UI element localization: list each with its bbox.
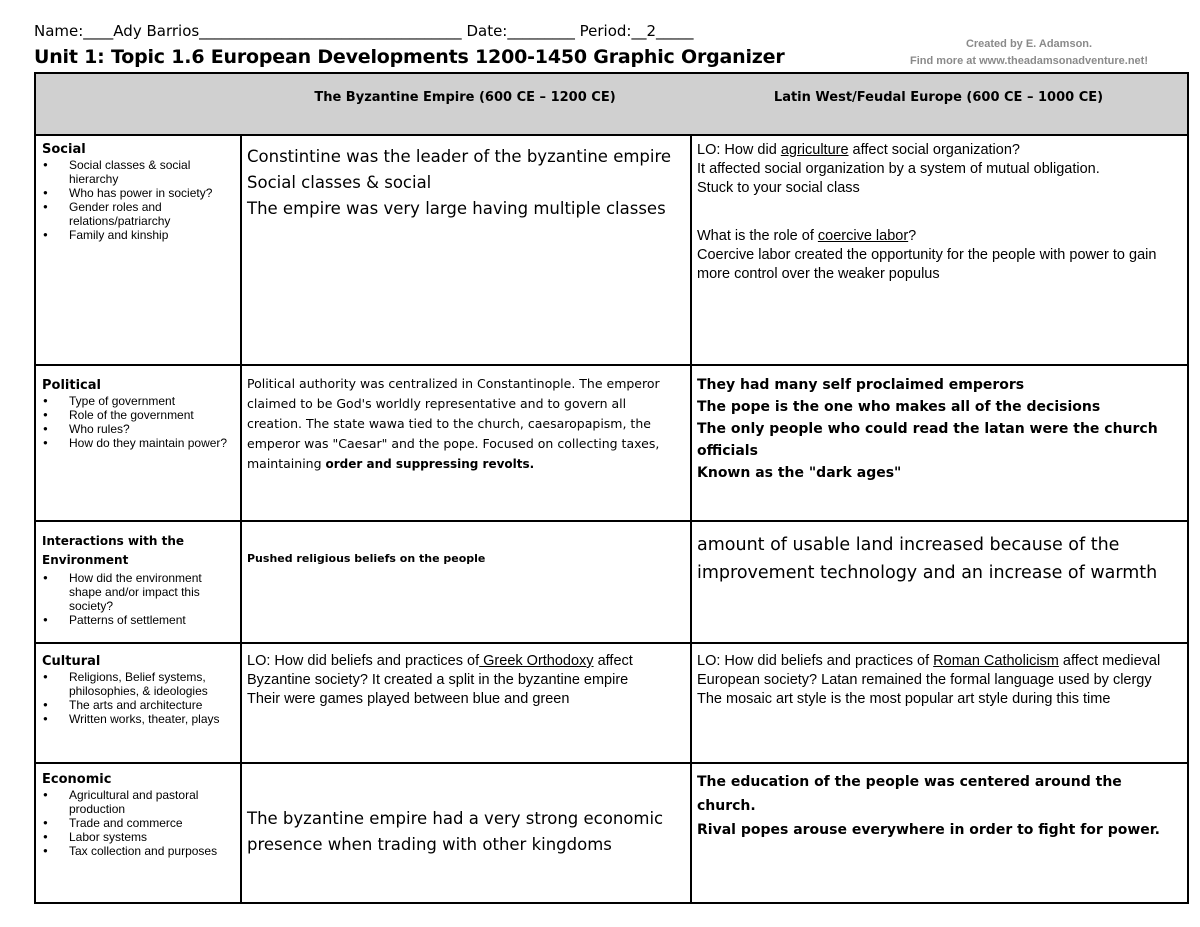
economic-latin-answer[interactable] bbox=[690, 762, 1189, 904]
row-header-political bbox=[34, 364, 242, 522]
answer-line: It affected social organization by a system of mutual obligation. bbox=[697, 161, 1100, 177]
agriculture-link[interactable]: agriculture bbox=[780, 142, 849, 158]
answer-line: Coercive labor created the opportunity for the people with power to gain more control over the weaker populus bbox=[697, 247, 1157, 282]
row-title-economic: Economic bbox=[42, 772, 112, 787]
learning-objective-roman-catholicism: LO: How did beliefs and practices of Roman Catholicism affect medieval European society? Latan remained the formal language used by clergy bbox=[697, 653, 1161, 688]
roman-catholicism-link[interactable]: Roman Catholicism bbox=[933, 653, 1059, 669]
learning-objective-agriculture: LO: How did agriculture affect social organization? bbox=[697, 142, 1020, 158]
answer-line: Rival popes arouse everywhere in order to fight for power. bbox=[697, 822, 1160, 838]
political-prompt-item: ● How do they maintain power? bbox=[42, 436, 234, 450]
row-title-political: Political bbox=[42, 378, 101, 393]
environment-latin-answer[interactable]: amount of usable land increased because of the improvement technology and an increase of warmth bbox=[690, 520, 1189, 644]
row-header-environment bbox=[34, 520, 242, 644]
cultural-prompt-item: ● Religions, Belief systems, philosophies, & ideologies bbox=[42, 670, 234, 698]
social-byzantine-answer[interactable] bbox=[240, 134, 692, 366]
credit-author: Created by E. Adamson. bbox=[965, 38, 1093, 50]
answer-line: Known as the "dark ages" bbox=[697, 465, 902, 481]
row-title-social: Social bbox=[42, 142, 86, 157]
economic-prompt-item: ● Labor systems bbox=[42, 830, 234, 844]
environment-prompt-item: ● Patterns of settlement bbox=[42, 613, 234, 627]
political-prompt-item: ● Role of the government bbox=[42, 408, 234, 422]
cultural-prompt-item: ● Written works, theater, plays bbox=[42, 712, 234, 726]
row-title-environment: Interactions with the Environment bbox=[42, 534, 185, 567]
economic-prompt-item: ● Tax collection and purposes bbox=[42, 844, 234, 858]
worksheet-title: Unit 1: Topic 1.6 European Developments 1200-1450 Graphic Organizer bbox=[34, 46, 785, 68]
answer-line: The empire was very large having multiple classes bbox=[247, 199, 666, 218]
answer-line: Stuck to your social class bbox=[697, 180, 860, 196]
row-title-cultural: Cultural bbox=[42, 654, 101, 669]
answer-line: The pope is the one who makes all of the decisions bbox=[697, 399, 1101, 415]
political-prompt-item: ● Who rules? bbox=[42, 422, 234, 436]
question-coercive-labor: What is the role of coercive labor? bbox=[697, 228, 917, 244]
political-prompt-item: ● Type of government bbox=[42, 394, 234, 408]
economic-prompt-item: ● Trade and commerce bbox=[42, 816, 234, 830]
social-prompt-item: ● Social classes & social hierarchy bbox=[42, 158, 234, 186]
cultural-byzantine-answer[interactable] bbox=[240, 642, 692, 764]
political-prompt-list bbox=[42, 394, 234, 450]
answer-line: The only people who could read the latan were the church officials bbox=[697, 421, 1158, 459]
political-latin-answer[interactable] bbox=[690, 364, 1189, 522]
row-header-social bbox=[34, 134, 242, 366]
answer-line: The education of the people was centered around the church. bbox=[697, 774, 1122, 814]
answer-line: Social classes & social bbox=[247, 173, 432, 192]
environment-prompt-list bbox=[42, 571, 234, 627]
column-header-latin-west: Latin West/Feudal Europe (600 CE – 1000 CE) bbox=[690, 72, 1189, 136]
coercive-labor-link[interactable]: coercive labor bbox=[817, 228, 909, 244]
social-prompt-item: ● Who has power in society? bbox=[42, 186, 234, 200]
economic-prompt-list bbox=[42, 788, 234, 858]
social-prompt-list bbox=[42, 158, 234, 242]
name-date-period-line: Name:____Ady Barrios___________________________________ Date:_________ Period:__2_____ bbox=[34, 22, 694, 40]
answer-line: The mosaic art style is the most popular art style during this time bbox=[697, 691, 1111, 707]
answer-line: Their were games played between blue and green bbox=[247, 691, 570, 707]
learning-objective-greek-orthodoxy: LO: How did beliefs and practices of Greek Orthodoxy affect Byzantine society? It created a split in the byzantine empire bbox=[247, 653, 633, 688]
economic-prompt-item: ● Agricultural and pastoral production bbox=[42, 788, 234, 816]
cultural-latin-answer[interactable] bbox=[690, 642, 1189, 764]
column-header-byzantine: The Byzantine Empire (600 CE – 1200 CE) bbox=[240, 72, 692, 136]
economic-byzantine-answer[interactable]: The byzantine empire had a very strong economic presence when trading with other kingdoms bbox=[240, 762, 692, 904]
credit-website: Find more at www.theadamsonadventure.net! bbox=[910, 55, 1148, 67]
row-header-cultural bbox=[34, 642, 242, 764]
environment-byzantine-answer[interactable]: Pushed religious beliefs on the people bbox=[240, 520, 692, 644]
greek-orthodoxy-link[interactable]: Greek Orthodoxy bbox=[479, 653, 594, 669]
environment-prompt-item: ● How did the environment shape and/or impact this society? bbox=[42, 571, 234, 613]
credit-note bbox=[880, 36, 1178, 70]
social-prompt-item: ● Gender roles and relations/patriarchy bbox=[42, 200, 234, 228]
answer-line: Constintine was the leader of the byzantine empire bbox=[247, 147, 672, 166]
cultural-prompt-item: ● The arts and architecture bbox=[42, 698, 234, 712]
answer-line: They had many self proclaimed emperors bbox=[697, 377, 1025, 393]
bold-phrase: order and suppressing revolts. bbox=[325, 457, 535, 471]
social-latin-answer[interactable] bbox=[690, 134, 1189, 366]
political-byzantine-answer[interactable]: Political authority was centralized in Constantinople. The emperor claimed to be God's worldly representative and to govern all creation. The state wawa tied to the church, caesaropapism, the emperor was "Caesar" and the pope. Focused on collecting taxes, maintaining order and suppressing revolts. bbox=[240, 364, 692, 522]
cultural-prompt-list bbox=[42, 670, 234, 726]
graphic-organizer-table bbox=[34, 72, 1189, 904]
row-header-economic bbox=[34, 762, 242, 904]
social-prompt-item: ● Family and kinship bbox=[42, 228, 234, 242]
corner-header-cell bbox=[34, 72, 242, 136]
